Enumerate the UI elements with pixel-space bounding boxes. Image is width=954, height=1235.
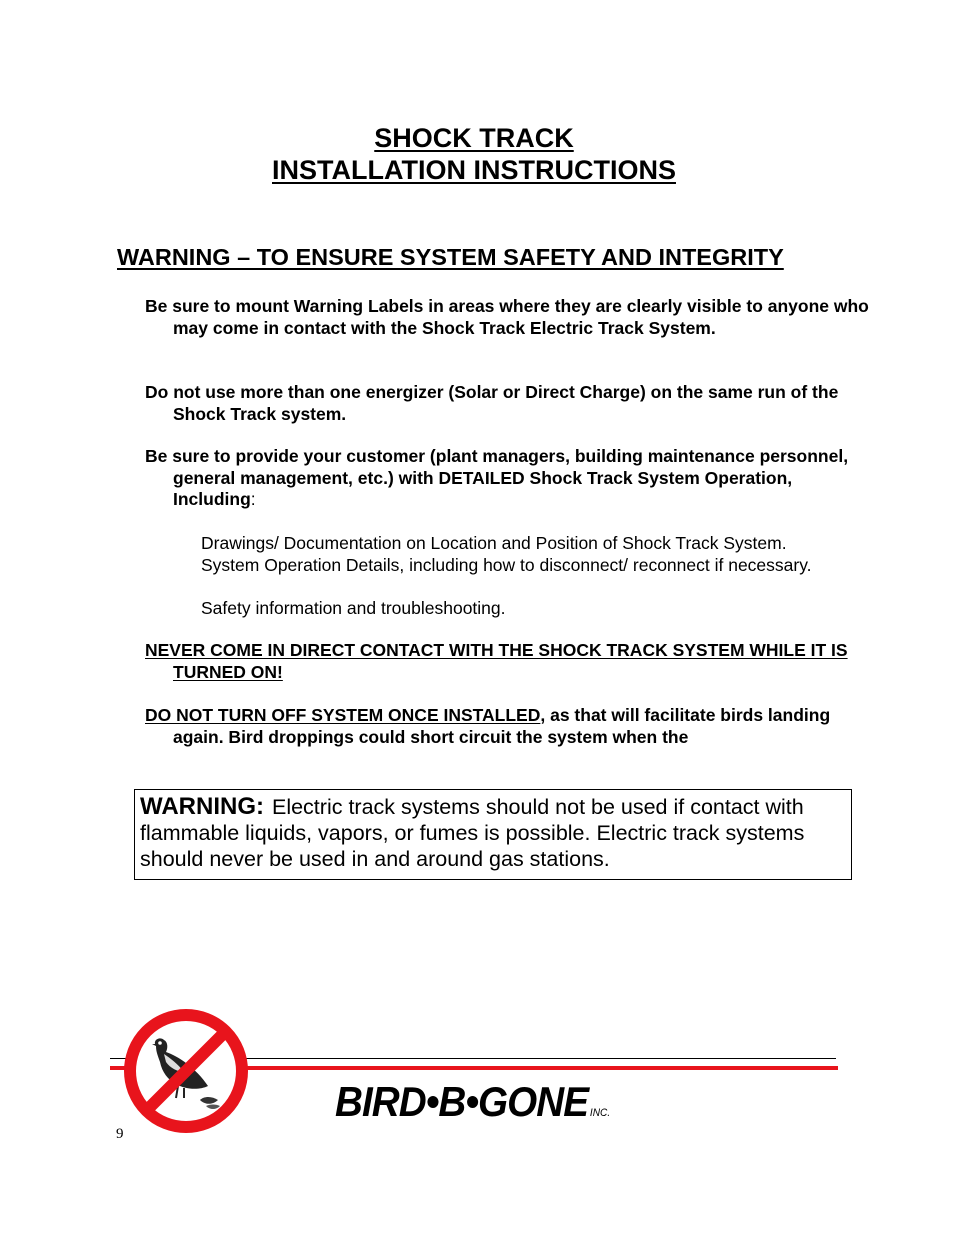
paragraph-do-not-turn-off-emphasis: DO NOT TURN OFF SYSTEM ONCE INSTALLED bbox=[145, 705, 541, 725]
paragraph-never-contact-text: NEVER COME IN DIRECT CONTACT WITH THE SHOCK TRACK SYSTEM WHILE IT IS TURNED ON! bbox=[145, 640, 848, 682]
warning-box-label: WARNING: bbox=[140, 793, 264, 820]
brand-name: BIRD•B•GONE bbox=[335, 1078, 589, 1125]
page-title-line-1: SHOCK TRACK bbox=[374, 123, 574, 153]
page-number: 9 bbox=[116, 1126, 124, 1142]
brand-suffix: INC. bbox=[589, 1107, 611, 1119]
list-item: Safety information and troubleshooting. bbox=[201, 598, 506, 618]
paragraph-customer-docs-text: Be sure to provide your customer (plant managers, building maintenance personnel, general management, etc.) with DETAILED Shock Track System Operation, Including bbox=[145, 446, 849, 510]
warning-box bbox=[134, 789, 852, 880]
brand-wordmark bbox=[335, 1078, 610, 1126]
list-item: Drawings/ Documentation on Location and Position of Shock Track System. bbox=[201, 533, 787, 553]
page-title-line-2: INSTALLATION INSTRUCTIONS bbox=[272, 155, 676, 185]
paragraph-energizer: Do not use more than one energizer (Solar or Direct Charge) on the same run of the Shock Track system. bbox=[145, 382, 839, 424]
list-item: System Operation Details, including how to disconnect/ reconnect if necessary. bbox=[201, 555, 812, 575]
paragraph-warning-labels: Be sure to mount Warning Labels in areas where they are clearly visible to anyone who may come in contact with the Shock Track Electric Track System. bbox=[145, 296, 869, 338]
paragraph-do-not-turn-off bbox=[145, 705, 873, 748]
paragraph-do-not-turn-off-text: , as that will facilitate birds landing again. Bird droppings could short circuit the system when the bbox=[173, 705, 831, 747]
paragraph-never-contact bbox=[145, 640, 873, 683]
warning-heading: WARNING – TO ENSURE SYSTEM SAFETY AND INTEGRITY bbox=[117, 244, 784, 270]
paragraph-customer-docs bbox=[145, 446, 873, 511]
paragraph-customer-docs-colon: : bbox=[250, 489, 256, 510]
no-birds-icon bbox=[122, 1006, 250, 1136]
warning-box-text: Electric track systems should not be used if contact with flammable liquids, vapors, or fumes is possible. Electric track systems should never be used in and around gas stations. bbox=[140, 795, 805, 871]
